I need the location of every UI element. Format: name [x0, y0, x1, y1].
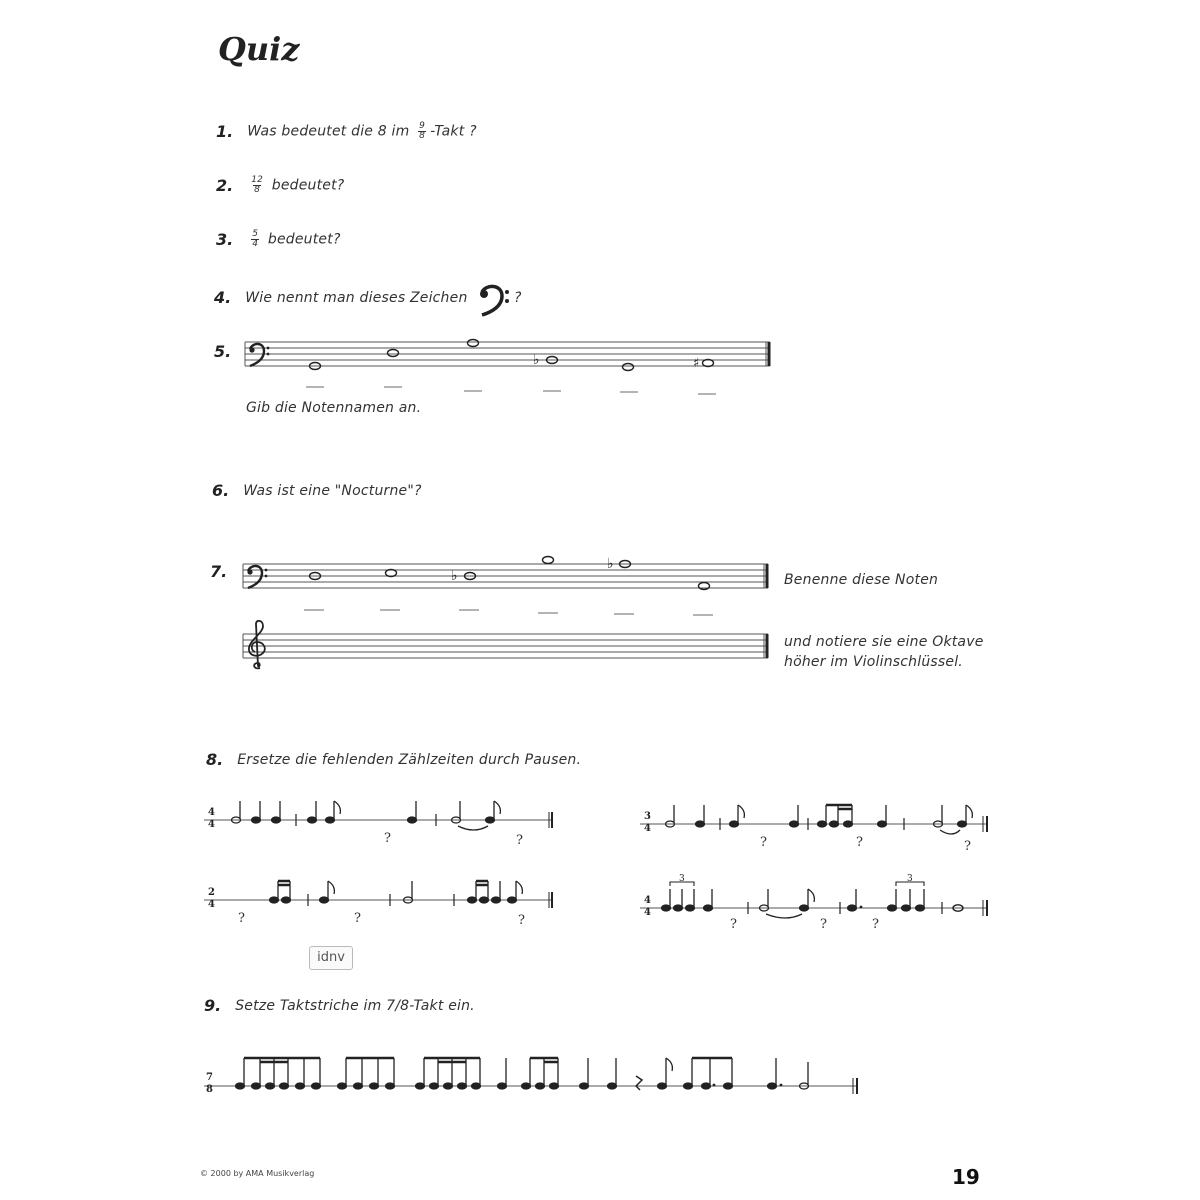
svg-text:?: ?: [354, 911, 361, 926]
question-number: 1.: [216, 122, 234, 141]
question-6: [212, 481, 422, 500]
question-4: [214, 288, 468, 307]
question-8: [206, 750, 581, 769]
question-number: 4.: [214, 288, 232, 307]
svg-text:?: ?: [730, 917, 737, 930]
svg-text:3: 3: [644, 811, 651, 822]
rhythm-exercise-4: [636, 870, 996, 930]
svg-text:?: ?: [856, 835, 863, 850]
rhythm-exercise-7-8: [200, 1050, 864, 1110]
page-title: Quiz: [218, 30, 300, 68]
copyright-notice: © 2000 by AMA Musikverlag: [200, 1169, 315, 1178]
svg-text:8: 8: [206, 1084, 213, 1095]
page-number: 19: [952, 1165, 980, 1189]
question-number: 7.: [210, 562, 228, 581]
svg-text:?: ?: [964, 839, 971, 854]
time-signature-fraction: $\frac{5}{4}$: [252, 229, 259, 249]
svg-text:♭: ♭: [533, 352, 540, 368]
svg-text:?: ?: [384, 831, 391, 846]
stamp-label: idnv: [309, 946, 353, 970]
time-signature-fraction: $\frac{12}{8}$: [251, 175, 264, 195]
question-7-instruction-b: und notiere sie eine Oktave: [784, 634, 984, 650]
question-7-instruction-a: Benenne diese Noten: [784, 572, 939, 588]
question-number: 6.: [212, 481, 230, 500]
question-1: [216, 122, 477, 141]
svg-text:3: 3: [907, 874, 913, 884]
question-4-end: ?: [514, 290, 522, 306]
bass-staff-q7: [238, 552, 778, 622]
svg-text:?: ?: [872, 917, 879, 930]
question-text: Wie nennt man dieses Zeichen: [245, 289, 468, 306]
question-text: $\frac{12}{8}$ bedeutet?: [251, 175, 345, 195]
rhythm-exercise-2: [636, 800, 996, 856]
svg-text:?: ?: [238, 911, 245, 926]
time-signature-bottom: 4: [208, 819, 215, 830]
question-number: 8.: [206, 750, 224, 769]
svg-text:4: 4: [644, 823, 651, 834]
svg-text:7: 7: [206, 1072, 213, 1083]
question-text: Ersetze die fehlenden Zählzeiten durch Pausen.: [237, 751, 582, 768]
svg-text:?: ?: [820, 917, 827, 930]
question-3: [216, 230, 341, 249]
question-number: 3.: [216, 230, 234, 249]
svg-text:4: 4: [644, 907, 651, 918]
svg-text:♭: ♭: [451, 568, 458, 584]
svg-text:2: 2: [208, 887, 215, 898]
svg-text:3: 3: [679, 874, 685, 884]
rhythm-exercise-3: [200, 876, 560, 932]
question-text: Setze Taktstriche im 7/8-Takt ein.: [235, 997, 475, 1014]
question-7-instruction-c: höher im Violinschlüssel.: [784, 654, 963, 670]
bass-staff-q5: [240, 336, 780, 406]
svg-text:?: ?: [516, 833, 523, 848]
question-text: Was bedeutet die 8 im $\frac{9}{8}$ -Takt ?: [247, 121, 477, 141]
question-9: [204, 996, 475, 1015]
svg-text:?: ?: [518, 913, 525, 928]
question-text: $\frac{5}{4}$ bedeutet?: [252, 229, 341, 249]
rhythm-exercise-1: [200, 796, 560, 852]
svg-text:4: 4: [644, 895, 651, 906]
question-number: 2.: [216, 176, 234, 195]
time-signature-top: 4: [208, 807, 215, 818]
time-signature-fraction: $\frac{9}{8}$: [419, 121, 426, 141]
question-5-instruction: Gib die Notennamen an.: [246, 400, 422, 416]
bass-clef-icon: [476, 282, 512, 318]
question-text: Was ist eine "Nocturne"?: [243, 482, 422, 499]
svg-text:4: 4: [208, 899, 215, 910]
question-2: [216, 176, 344, 195]
question-number: 5.: [214, 342, 232, 361]
question-number: 9.: [204, 996, 222, 1015]
svg-text:♯: ♯: [693, 356, 700, 371]
treble-staff-q7: [238, 620, 778, 676]
svg-text:?: ?: [760, 835, 767, 850]
svg-text:♭: ♭: [607, 556, 614, 572]
